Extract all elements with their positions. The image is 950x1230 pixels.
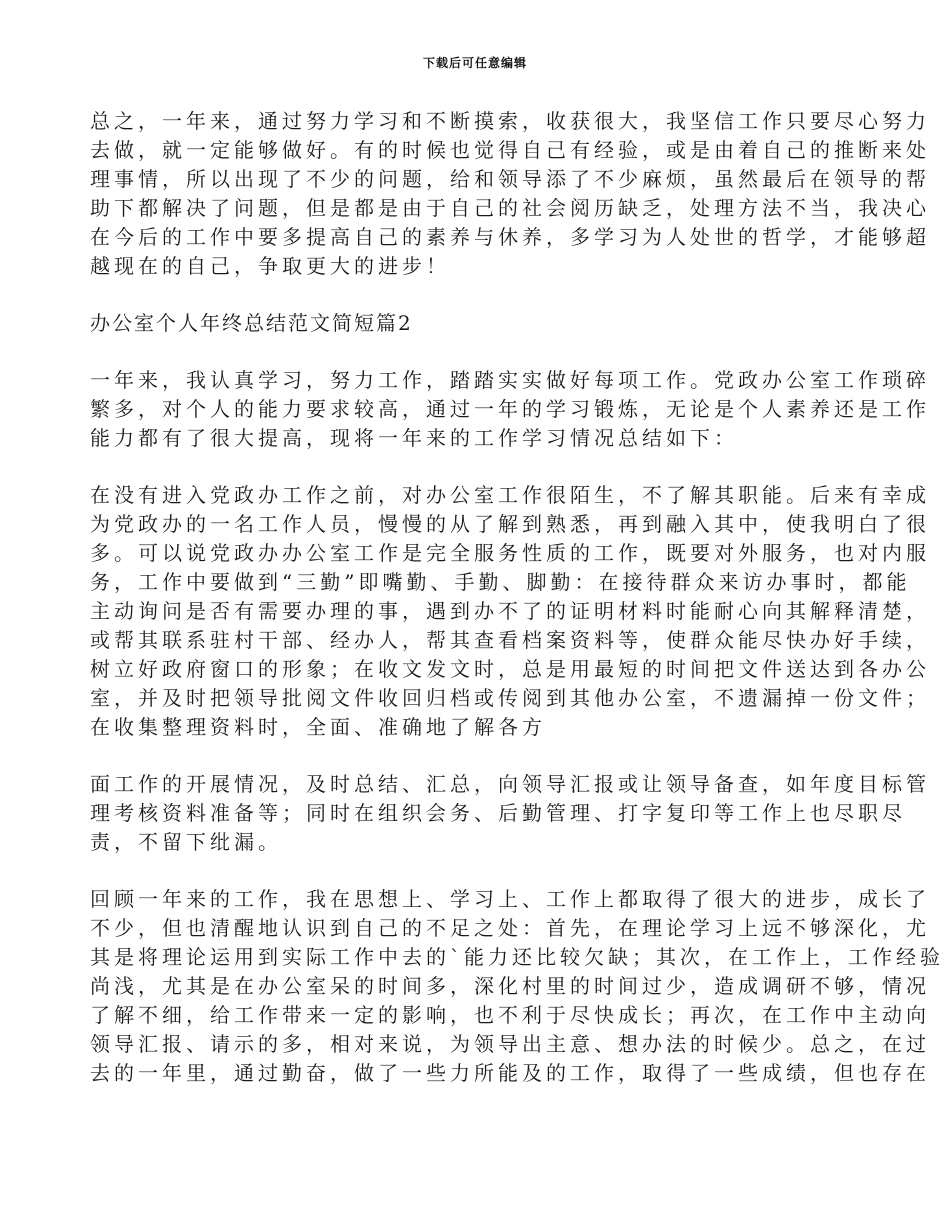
text-line: 其是将理论运用到实际工作中去的`能力还比较欠缺；其次，在工作上，工作经验 bbox=[90, 945, 944, 969]
text-line: 在今后的工作中要多提高自己的素养与休养，多学习为人处世的哲学，才能够超 bbox=[90, 225, 930, 249]
text-line: 尚浅，尤其是在办公室呆的时间多，深化村里的时间过少，造成调研不够，情况 bbox=[90, 974, 930, 998]
paragraph-intro bbox=[90, 366, 930, 453]
paragraph-duties-continued bbox=[90, 770, 930, 857]
text-line: 助下都解决了问题，但是都是由于自己的社会阅历缺乏，处理方法不当，我决心 bbox=[90, 196, 930, 220]
text-line: 一年来，我认真学习，努力工作，踏踏实实做好每项工作。党政办公室工作琐碎 bbox=[90, 368, 930, 392]
text-line: 树立好政府窗口的形象；在收文发文时，总是用最短的时间把文件送达到各办公 bbox=[90, 657, 930, 681]
text-line: 繁多，对个人的能力要求较高，通过一年的学习锻炼，无论是个人素养还是工作 bbox=[90, 397, 930, 421]
text-line: 在没有进入党政办工作之前，对办公室工作很陌生，不了解其职能。后来有幸成 bbox=[90, 483, 930, 507]
text-line: 回顾一年来的工作，我在思想上、学习上、工作上都取得了很大的进步，成长了 bbox=[90, 887, 930, 911]
text-line: 领导汇报、请示的多，相对来说，为领导出主意、想办法的时候少。总之，在过 bbox=[90, 1032, 930, 1056]
text-line: 了解不细，给工作带来一定的影响，也不利于尽快成长；再次，在工作中主动向 bbox=[90, 1003, 930, 1027]
text-line: 理考核资料准备等；同时在组织会务、后勤管理、打字复印等工作上也尽职尽 bbox=[90, 801, 906, 825]
text-line: 不少，但也清醒地认识到自己的不足之处：首先，在理论学习上远不够深化，尤 bbox=[90, 916, 930, 940]
text-line: 总之，一年来，通过努力学习和不断摸索，收获很大，我坚信工作只要尽心努力 bbox=[90, 109, 930, 133]
document-body bbox=[90, 107, 944, 1116]
text-line: 能力都有了很大提高，现将一年来的工作学习情况总结如下： bbox=[90, 426, 738, 450]
text-line: 责，不留下纰漏。 bbox=[90, 830, 282, 854]
section-title bbox=[90, 309, 860, 338]
text-line: 或帮其联系驻村干部、经办人，帮其查看档案资料等，使群众能尽快办好手续， bbox=[90, 628, 930, 652]
text-line: 多。可以说党政办办公室工作是完全服务性质的工作，既要对外服务，也对内服 bbox=[90, 541, 930, 565]
section-title-text: 办公室个人年终总结范文简短篇2 bbox=[90, 311, 413, 335]
page-header-note: 下载后可任意编辑 bbox=[422, 56, 527, 70]
text-line: 务，工作中要做到“三勤”即嘴勤、手勤、脚勤：在接待群众来访办事时，都能 bbox=[90, 570, 911, 594]
text-line: 越现在的自己，争取更大的进步！ bbox=[90, 254, 450, 278]
paragraph-review bbox=[90, 885, 944, 1088]
text-line: 为党政办的一名工作人员，慢慢的从了解到熟悉，再到融入其中，使我明白了很 bbox=[90, 512, 930, 536]
paragraph-conclusion bbox=[90, 107, 930, 281]
text-line: 去做，就一定能够做好。有的时候也觉得自己有经验，或是由着自己的推断来处 bbox=[90, 138, 930, 162]
text-line: 面工作的开展情况，及时总结、汇总，向领导汇报或让领导备查，如年度目标管 bbox=[90, 772, 930, 796]
text-line: 理事情，所以出现了不少的问题，给和领导添了不少麻烦，虽然最后在领导的帮 bbox=[90, 167, 930, 191]
text-line: 室，并及时把领导批阅文件收回归档或传阅到其他办公室，不遗漏掉一份文件； bbox=[90, 686, 930, 710]
text-line: 去的一年里，通过勤奋，做了一些力所能及的工作，取得了一些成绩，但也存在 bbox=[90, 1061, 930, 1085]
paragraph-duties bbox=[90, 481, 930, 742]
text-line: 主动询问是否有需要办理的事，遇到办不了的证明材料时能耐心向其解释清楚， bbox=[90, 599, 930, 623]
text-line: 在收集整理资料时，全面、准确地了解各方 bbox=[90, 715, 546, 739]
